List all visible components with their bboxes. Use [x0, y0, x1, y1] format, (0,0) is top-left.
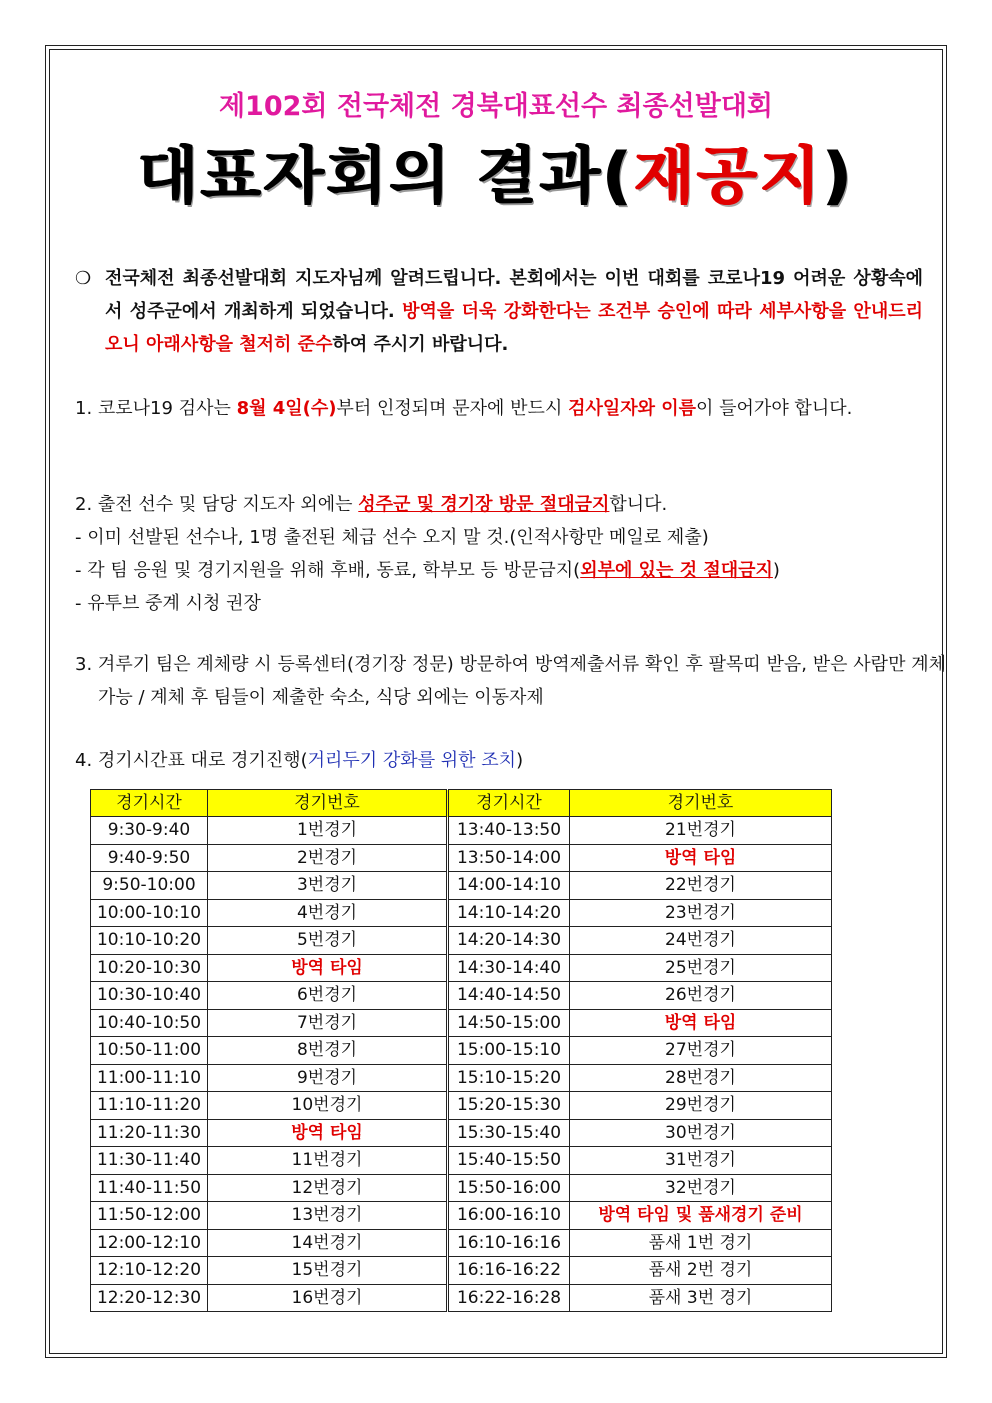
match-cell: 26번경기	[570, 982, 832, 1010]
match-cell: 30번경기	[570, 1119, 832, 1147]
table-row	[91, 1202, 832, 1230]
table-row	[91, 1009, 832, 1037]
match-cell: 4번경기	[208, 899, 448, 927]
table-row	[91, 1119, 832, 1147]
match-cell: 방역 타임 및 품새경기 준비	[570, 1202, 832, 1230]
item-2: 2. 출전 선수 및 담당 지도자 외에는 성주군 및 경기장 방문 절대금지합니다. - 이미 선발된 선수나, 1명 출전된 체급 선수 오지 말 것.(인적사항만 메일로 제출) - 각 팀 응원 및 경기지원을 위해 후배, 동료, 학부모 등 방문금지(외부에 있는 것 절대금지) - 유투브 중계 시청 권장	[75, 488, 923, 620]
intro-text-1: 전국체전 최종선발대회 지도자님께 알려드립니다. 본회에서는 이번 대회를 코로나19 어려운 상황속에서 성주군에서 개최하게 되었습니다.	[105, 268, 923, 322]
table-row	[91, 954, 832, 982]
intro-text-3: 하여 주시기 바랍니다.	[332, 334, 509, 355]
circle-bullet-icon: ❍	[75, 268, 92, 289]
item-1-date: 8월 4일(수)	[236, 398, 337, 419]
time-cell: 11:30-11:40	[91, 1147, 208, 1175]
time-cell: 15:30-15:40	[448, 1119, 570, 1147]
table-row	[91, 927, 832, 955]
table-row	[91, 1229, 832, 1257]
time-cell: 15:50-16:00	[448, 1174, 570, 1202]
time-cell: 10:10-10:20	[91, 927, 208, 955]
time-cell: 14:50-15:00	[448, 1009, 570, 1037]
table-row	[91, 1037, 832, 1065]
match-cell: 32번경기	[570, 1174, 832, 1202]
item-2-sub-2-ban: 외부에 있는 것 절대금지	[580, 560, 773, 581]
match-cell: 22번경기	[570, 872, 832, 900]
document-title	[0, 126, 992, 215]
match-cell: 8번경기	[208, 1037, 448, 1065]
item-2-ban: 성주군 및 경기장 방문 절대금지	[358, 494, 610, 515]
match-cell: 방역 타임	[570, 1009, 832, 1037]
time-cell: 14:40-14:50	[448, 982, 570, 1010]
intro-text-red: 방역을 더욱 강화한다는 조건부 승인에 따라 세부사항을 안내드리오니 아래사항을 철저히 준수	[105, 301, 923, 355]
match-cell: 방역 타임	[208, 954, 448, 982]
time-cell: 11:00-11:10	[91, 1064, 208, 1092]
item-4: 4. 경기시간표 대로 경기진행(거리두기 강화를 위한 조치)	[75, 750, 524, 771]
time-cell: 10:00-10:10	[91, 899, 208, 927]
header-match-2: 경기번호	[570, 790, 832, 817]
time-cell: 9:50-10:00	[91, 872, 208, 900]
time-cell: 12:20-12:30	[91, 1284, 208, 1312]
match-cell: 품새 1번 경기	[570, 1229, 832, 1257]
match-cell: 15번경기	[208, 1257, 448, 1285]
time-cell: 15:10-15:20	[448, 1064, 570, 1092]
time-cell: 11:50-12:00	[91, 1202, 208, 1230]
title-main: 대표자회의 결과(	[137, 139, 635, 212]
match-cell: 9번경기	[208, 1064, 448, 1092]
time-cell: 12:10-12:20	[91, 1257, 208, 1285]
time-cell: 16:10-16:16	[448, 1229, 570, 1257]
time-cell: 13:50-14:00	[448, 844, 570, 872]
match-cell: 2번경기	[208, 844, 448, 872]
time-cell: 16:16-16:22	[448, 1257, 570, 1285]
match-cell: 13번경기	[208, 1202, 448, 1230]
table-row	[91, 1284, 832, 1312]
time-cell: 16:00-16:10	[448, 1202, 570, 1230]
match-cell: 11번경기	[208, 1147, 448, 1175]
time-cell: 11:10-11:20	[91, 1092, 208, 1120]
time-cell: 13:40-13:50	[448, 817, 570, 845]
time-cell: 10:50-11:00	[91, 1037, 208, 1065]
time-cell: 15:00-15:10	[448, 1037, 570, 1065]
time-cell: 11:40-11:50	[91, 1174, 208, 1202]
match-cell: 21번경기	[570, 817, 832, 845]
match-cell: 7번경기	[208, 1009, 448, 1037]
match-cell: 10번경기	[208, 1092, 448, 1120]
match-cell: 3번경기	[208, 872, 448, 900]
match-cell: 31번경기	[570, 1147, 832, 1175]
table-header-row	[91, 790, 832, 817]
item-4-note: 거리두기 강화를 위한 조치	[307, 750, 517, 771]
match-cell: 방역 타임	[208, 1119, 448, 1147]
header-match-1: 경기번호	[208, 790, 448, 817]
item-2-sub-3: - 유투브 중계 시청 권장	[75, 593, 261, 614]
time-cell: 9:30-9:40	[91, 817, 208, 845]
table-row	[91, 1064, 832, 1092]
time-cell: 10:20-10:30	[91, 954, 208, 982]
match-cell: 품새 2번 경기	[570, 1257, 832, 1285]
table-row	[91, 844, 832, 872]
time-cell: 15:40-15:50	[448, 1147, 570, 1175]
schedule-table	[90, 789, 832, 1312]
table-row	[91, 899, 832, 927]
match-cell: 16번경기	[208, 1284, 448, 1312]
table-row	[91, 1147, 832, 1175]
match-cell: 25번경기	[570, 954, 832, 982]
time-cell: 14:30-14:40	[448, 954, 570, 982]
match-cell: 1번경기	[208, 817, 448, 845]
table-row	[91, 872, 832, 900]
item-3: 3. 겨루기 팀은 계체량 시 등록센터(경기장 정문) 방문하여 방역제출서류 확인 후 팔목띠 받음, 받은 사람만 계체가능 / 계체 후 팀들이 제출한 숙소, 식당 외에는 이동자제	[75, 654, 946, 708]
item-2-sub-2: - 각 팀 응원 및 경기지원을 위해 후배, 동료, 학부모 등 방문금지(외부에 있는 것 절대금지)	[75, 560, 780, 581]
title-end: )	[822, 139, 855, 212]
match-cell: 27번경기	[570, 1037, 832, 1065]
item-1: 1. 코로나19 검사는 8월 4일(수)부터 인정되며 문자에 반드시 검사일자와 이름이 들어가야 합니다.	[75, 398, 853, 419]
item-2-sub-1: - 이미 선발된 선수나, 1명 출전된 체급 선수 오지 말 것.(인적사항만 메일로 제출)	[75, 527, 709, 548]
time-cell: 9:40-9:50	[91, 844, 208, 872]
time-cell: 16:22-16:28	[448, 1284, 570, 1312]
table-row	[91, 1174, 832, 1202]
item-1-required: 검사일자와 이름	[568, 398, 697, 419]
document-subtitle: 제102회 전국체전 경북대표선수 최종선발대회	[218, 91, 774, 122]
table-row	[91, 817, 832, 845]
header-time-2: 경기시간	[448, 790, 570, 817]
match-cell: 29번경기	[570, 1092, 832, 1120]
title-red-word: 재공지	[634, 139, 823, 212]
time-cell: 10:40-10:50	[91, 1009, 208, 1037]
table-row	[91, 1092, 832, 1120]
table-row	[91, 1257, 832, 1285]
match-cell: 14번경기	[208, 1229, 448, 1257]
match-cell: 방역 타임	[570, 844, 832, 872]
time-cell: 14:10-14:20	[448, 899, 570, 927]
match-cell: 5번경기	[208, 927, 448, 955]
match-cell: 23번경기	[570, 899, 832, 927]
match-cell: 24번경기	[570, 927, 832, 955]
match-cell: 품새 3번 경기	[570, 1284, 832, 1312]
match-cell: 12번경기	[208, 1174, 448, 1202]
time-cell: 12:00-12:10	[91, 1229, 208, 1257]
time-cell: 15:20-15:30	[448, 1092, 570, 1120]
table-row	[91, 982, 832, 1010]
time-cell: 10:30-10:40	[91, 982, 208, 1010]
time-cell: 11:20-11:30	[91, 1119, 208, 1147]
time-cell: 14:00-14:10	[448, 872, 570, 900]
header-time-1: 경기시간	[91, 790, 208, 817]
intro-notice	[75, 262, 923, 361]
time-cell: 14:20-14:30	[448, 927, 570, 955]
match-cell: 28번경기	[570, 1064, 832, 1092]
match-cell: 6번경기	[208, 982, 448, 1010]
